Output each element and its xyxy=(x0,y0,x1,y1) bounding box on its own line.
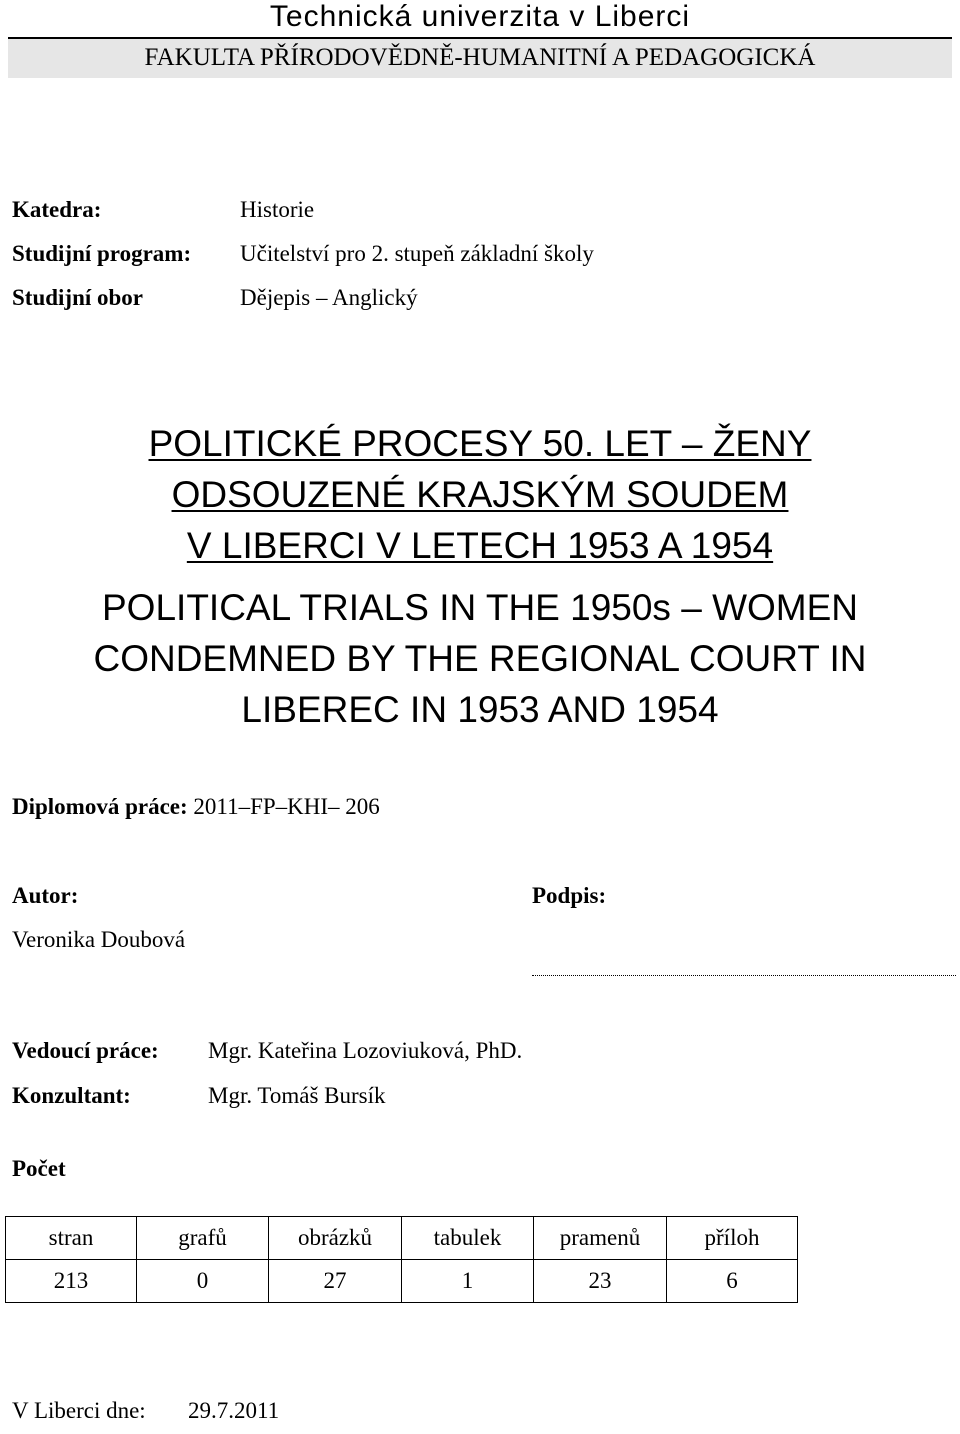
signature-label: Podpis: xyxy=(532,883,607,908)
author-label: Autor: xyxy=(12,883,79,908)
supervisor-label: Vedoucí práce: xyxy=(12,1038,159,1063)
table-cell-header: grafů xyxy=(137,1217,269,1260)
table-cell-header: stran xyxy=(6,1217,137,1260)
title-czech xyxy=(0,418,960,571)
program-value: Učitelství pro 2. stupeň základní školy xyxy=(240,241,594,266)
title-english-line-3: LIBEREC IN 1953 AND 1954 xyxy=(241,689,719,730)
field-value: Dějepis – Anglický xyxy=(240,285,418,310)
counts-table xyxy=(5,1216,798,1303)
table-cell-value: 27 xyxy=(269,1260,402,1303)
field-label: Studijní obor xyxy=(12,285,144,310)
title-czech-line-2: ODSOUZENÉ KRAJSKÝM SOUDEM xyxy=(171,474,789,515)
table-cell-header: tabulek xyxy=(402,1217,534,1260)
table-cell-value: 213 xyxy=(6,1260,137,1303)
counts-header-row xyxy=(6,1217,798,1260)
table-cell-value: 1 xyxy=(402,1260,534,1303)
table-cell-value: 23 xyxy=(534,1260,667,1303)
consultant-name: Mgr. Tomáš Bursík xyxy=(208,1083,386,1108)
table-cell-value: 6 xyxy=(667,1260,798,1303)
university-name: Technická univerzita v Liberci xyxy=(269,0,691,33)
thesis-number-row xyxy=(12,792,380,822)
table-cell-header: příloh xyxy=(667,1217,798,1260)
signature-line xyxy=(532,975,956,976)
table-cell-header: obrázků xyxy=(269,1217,402,1260)
header-rule xyxy=(8,37,952,39)
place-label: V Liberci dne: xyxy=(12,1398,146,1423)
table-cell-value: 0 xyxy=(137,1260,269,1303)
faculty-name: FAKULTA PŘÍRODOVĚDNĚ-HUMANITNÍ A PEDAGOGICKÁ xyxy=(144,44,816,71)
counts-value-row xyxy=(6,1260,798,1303)
department-label: Katedra: xyxy=(12,197,102,222)
table-cell-header: pramenů xyxy=(534,1217,667,1260)
title-czech-line-1: POLITICKÉ PROCESY 50. LET – ŽENY xyxy=(148,423,812,464)
date-value: 29.7.2011 xyxy=(188,1398,280,1423)
author-name: Veronika Doubová xyxy=(12,927,186,952)
department-value: Historie xyxy=(240,197,315,222)
thesis-number: 2011–FP–KHI– 206 xyxy=(193,794,380,819)
program-label: Studijní program: xyxy=(12,241,192,266)
consultant-label: Konzultant: xyxy=(12,1083,131,1108)
title-english xyxy=(0,582,960,735)
supervisor-name: Mgr. Kateřina Lozoviuková, PhD. xyxy=(208,1038,523,1063)
counts-heading: Počet xyxy=(12,1156,66,1181)
title-english-line-2: CONDEMNED BY THE REGIONAL COURT IN xyxy=(93,638,867,679)
title-czech-line-3: V LIBERCI V LETECH 1953 A 1954 xyxy=(186,525,774,566)
thesis-label: Diplomová práce: xyxy=(12,794,188,819)
title-english-line-1: POLITICAL TRIALS IN THE 1950s – WOMEN xyxy=(102,587,858,628)
